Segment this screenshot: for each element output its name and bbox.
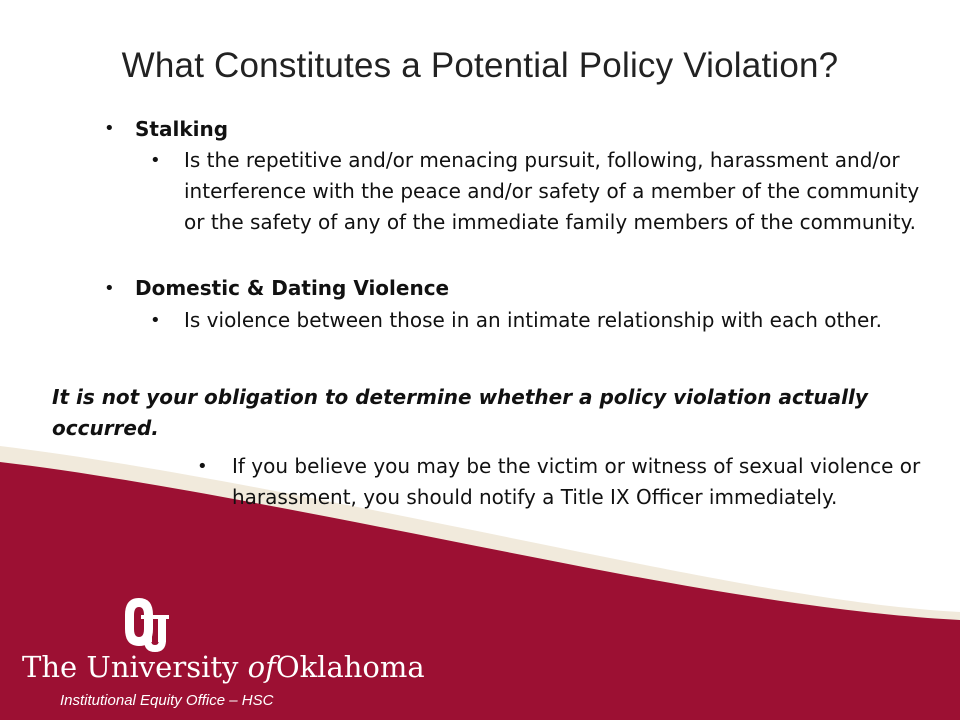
item-heading: Stalking [135,117,229,141]
wordmark-suffix: Oklahoma [275,650,425,684]
bullet-icon: • [150,150,161,171]
item-detail: Is the repetitive and/or menacing pursuit, following, harassment and/or interference with the peace and/or safety of a member of the community or the safety of any of the immediate family members of the community. [184,148,920,234]
wordmark-of: of [247,650,276,684]
bullet-icon: • [104,118,115,139]
bullet-icon: • [150,310,161,331]
note-detail: If you believe you may be the victim or witness of sexual violence or harassment, you should notify a Title IX Officer immediately. [232,454,921,509]
wordmark-prefix: The University [22,650,248,684]
bullet-icon: • [197,456,208,477]
slide-title: What Constitutes a Potential Policy Violation? [121,46,839,85]
office-name: Institutional Equity Office – HSC [60,692,274,709]
obligation-note: It is not your obligation to determine whether a policy violation actually occurred. [52,385,868,440]
bullet-icon: • [104,278,115,299]
university-wordmark [22,650,425,684]
item-detail: Is violence between those in an intimate relationship with each other. [184,308,883,332]
item-heading: Domestic & Dating Violence [135,276,450,300]
